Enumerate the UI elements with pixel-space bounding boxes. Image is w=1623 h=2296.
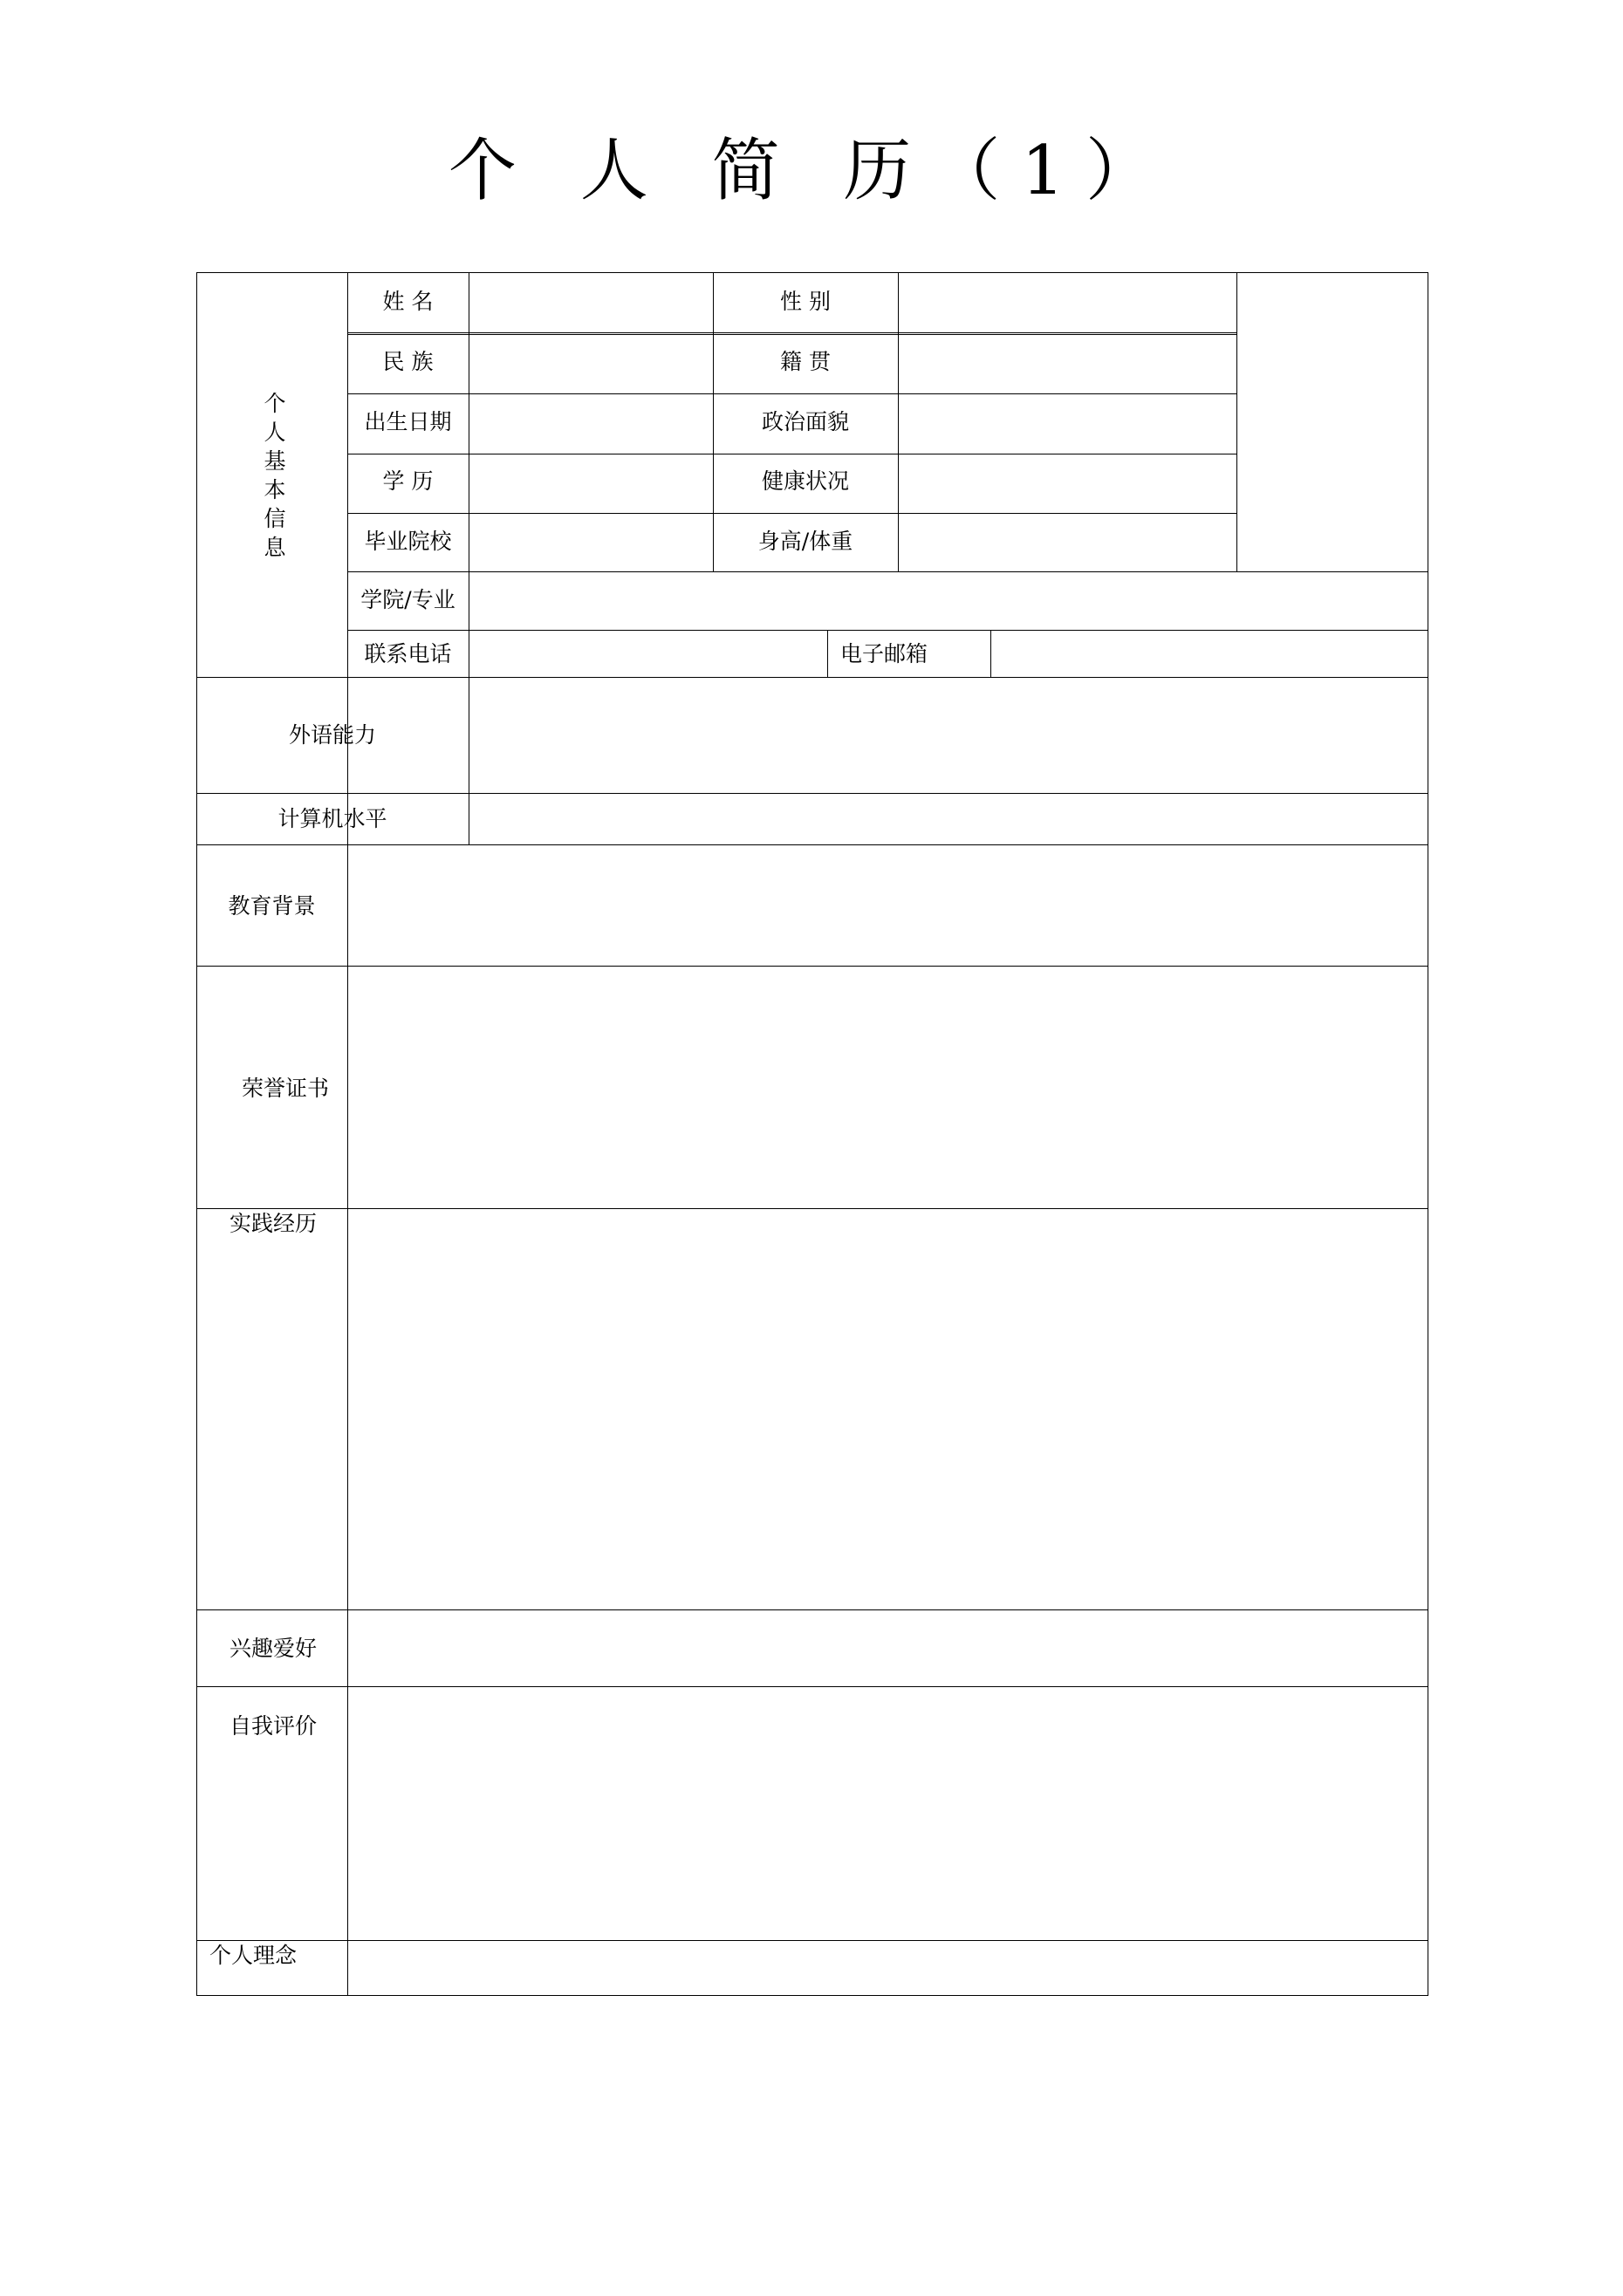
hobbies-field[interactable] xyxy=(348,1610,1427,1686)
ethnicity-field[interactable] xyxy=(469,335,712,393)
phone-field[interactable] xyxy=(469,631,826,677)
gender-label: 性 别 xyxy=(780,289,831,314)
native-place-field[interactable] xyxy=(899,335,1236,393)
health-label: 健康状况 xyxy=(761,468,849,494)
name-field[interactable] xyxy=(469,273,712,332)
basic-info-section-label: 个人基本信息 xyxy=(264,391,286,560)
col-divider xyxy=(827,630,828,678)
education-level-field[interactable] xyxy=(469,454,712,513)
ethnicity-label: 民 族 xyxy=(382,349,434,374)
practice-experience-label: 实践经历 xyxy=(229,1211,318,1236)
foreign-language-label: 外语能力 xyxy=(288,722,376,748)
college-major-field[interactable] xyxy=(469,572,1427,630)
birth-date-field[interactable] xyxy=(469,394,712,454)
health-field[interactable] xyxy=(899,454,1236,513)
practice-experience-field[interactable] xyxy=(348,1209,1427,1609)
personal-philosophy-field[interactable] xyxy=(348,1941,1427,1995)
computer-skill-label: 计算机水平 xyxy=(277,806,387,831)
email-label: 电子邮箱 xyxy=(840,641,928,666)
row-divider xyxy=(347,332,1236,333)
school-field[interactable] xyxy=(469,514,712,571)
height-weight-label: 身高/体重 xyxy=(757,529,853,554)
education-background-label: 教育背景 xyxy=(228,893,316,919)
education-level-label: 学 历 xyxy=(382,468,434,494)
computer-skill-field[interactable] xyxy=(469,794,1427,844)
gender-field[interactable] xyxy=(899,273,1236,332)
email-field[interactable] xyxy=(991,631,1427,677)
native-place-label: 籍 贯 xyxy=(780,349,831,374)
hobbies-label: 兴趣爱好 xyxy=(229,1636,318,1661)
table-border-left xyxy=(196,272,197,1996)
table-border-bottom xyxy=(196,1995,1428,1996)
phone-label: 联系电话 xyxy=(364,641,452,666)
political-status-field[interactable] xyxy=(899,394,1236,454)
school-label: 毕业院校 xyxy=(364,529,452,554)
foreign-language-field[interactable] xyxy=(469,678,1427,793)
self-evaluation-label: 自我评价 xyxy=(229,1713,318,1739)
personal-philosophy-label: 个人理念 xyxy=(209,1943,298,1968)
document-title: 个 人 简 历（1） xyxy=(448,132,1174,210)
name-label: 姓 名 xyxy=(382,289,434,314)
political-status-label: 政治面貌 xyxy=(761,409,849,434)
college-major-label: 学院/专业 xyxy=(360,587,455,612)
self-evaluation-field[interactable] xyxy=(348,1687,1427,1940)
honors-certificates-field[interactable] xyxy=(348,967,1427,1208)
birth-date-label: 出生日期 xyxy=(364,409,452,434)
height-weight-field[interactable] xyxy=(899,514,1236,571)
photo-area[interactable] xyxy=(1237,273,1427,571)
education-background-field[interactable] xyxy=(348,845,1427,966)
honors-certificates-label: 荣誉证书 xyxy=(242,1076,330,1101)
